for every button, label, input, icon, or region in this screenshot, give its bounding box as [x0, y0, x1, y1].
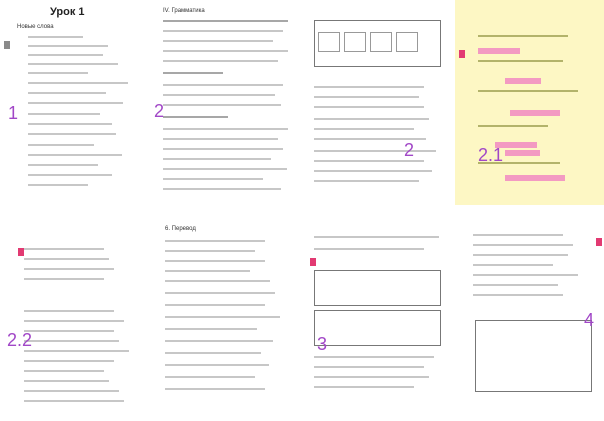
- text-line: [163, 60, 278, 62]
- text-line: [165, 240, 265, 242]
- text-line: [163, 84, 283, 86]
- text-line: [163, 116, 228, 118]
- text-line: [28, 36, 83, 38]
- text-line: [28, 133, 116, 135]
- page-number-label: 2: [404, 140, 415, 160]
- text-line: [314, 248, 424, 250]
- page-number-label: 2.1: [478, 145, 504, 165]
- text-line: [28, 123, 112, 125]
- page-1: [0, 0, 148, 205]
- highlight-line: [510, 110, 560, 116]
- page-5: [0, 210, 148, 421]
- text-line: [314, 386, 414, 388]
- tab-marker: [310, 258, 316, 266]
- text-line: [28, 72, 88, 74]
- text-line: [165, 250, 255, 252]
- flag-icon: [318, 32, 340, 52]
- tab-marker: [596, 238, 602, 246]
- page-7: [304, 210, 452, 421]
- text-line: [163, 94, 275, 96]
- text-line: [314, 128, 414, 130]
- text-line: [478, 125, 548, 127]
- text-line: [165, 260, 265, 262]
- text-line: [163, 20, 288, 22]
- text-line: [478, 35, 568, 37]
- text-line: [165, 304, 265, 306]
- highlight-line: [478, 48, 520, 54]
- text-line: [163, 158, 271, 160]
- highlight-line: [505, 175, 565, 181]
- page-3: [304, 0, 452, 205]
- lesson-title: Урок 1: [50, 6, 85, 18]
- illustration-row: [314, 310, 441, 346]
- text-line: [28, 164, 98, 166]
- text-line: [28, 154, 122, 156]
- text-line: [314, 180, 419, 182]
- illustration-row: [314, 270, 441, 306]
- text-line: [165, 364, 269, 366]
- text-line: [163, 50, 288, 52]
- text-line: [473, 274, 578, 276]
- text-line: [24, 400, 124, 402]
- flag-icon: [370, 32, 392, 52]
- text-line: [24, 340, 119, 342]
- text-line: [28, 102, 123, 104]
- text-line: [24, 248, 104, 250]
- page-number-label: 4: [584, 310, 595, 330]
- page-4: [455, 0, 604, 205]
- text-line: [165, 316, 280, 318]
- flag-icon: [344, 32, 366, 52]
- text-line: [28, 184, 88, 186]
- text-line: [165, 388, 265, 390]
- text-line: [473, 264, 553, 266]
- text-line: [28, 92, 106, 94]
- text-line: [163, 168, 287, 170]
- text-line: [478, 60, 563, 62]
- text-line: [165, 376, 255, 378]
- translation-title: 6. Перевод: [165, 226, 196, 232]
- page-number-label: 1: [8, 103, 19, 123]
- illustration-scene: [475, 320, 592, 392]
- text-line: [24, 380, 109, 382]
- text-line: [473, 284, 558, 286]
- text-line: [165, 352, 261, 354]
- text-line: [28, 63, 118, 65]
- text-line: [24, 278, 104, 280]
- page-number-label: 2: [154, 101, 165, 121]
- text-line: [314, 150, 436, 152]
- text-line: [163, 188, 281, 190]
- text-line: [24, 330, 114, 332]
- highlight-line: [505, 78, 541, 84]
- text-line: [24, 268, 114, 270]
- text-line: [24, 370, 104, 372]
- text-line: [165, 280, 270, 282]
- text-line: [165, 340, 273, 342]
- text-line: [28, 54, 103, 56]
- text-line: [163, 178, 263, 180]
- text-line: [314, 376, 429, 378]
- text-line: [24, 360, 114, 362]
- page-8: [455, 210, 604, 421]
- text-line: [24, 258, 109, 260]
- text-line: [163, 148, 283, 150]
- text-line: [28, 113, 100, 115]
- text-line: [314, 86, 424, 88]
- page-number-label: 3: [317, 334, 328, 354]
- text-line: [165, 292, 275, 294]
- text-line: [165, 328, 257, 330]
- flag-icon: [396, 32, 418, 52]
- text-line: [28, 144, 94, 146]
- text-line: [314, 118, 429, 120]
- text-line: [163, 30, 283, 32]
- text-line: [473, 244, 573, 246]
- text-line: [478, 90, 578, 92]
- text-line: [314, 366, 424, 368]
- text-line: [473, 294, 563, 296]
- text-line: [24, 320, 124, 322]
- text-line: [163, 40, 273, 42]
- text-line: [163, 72, 223, 74]
- text-line: [28, 82, 128, 84]
- page-2: [153, 0, 301, 205]
- tab-marker: [459, 50, 465, 58]
- text-line: [24, 350, 129, 352]
- page-6: [153, 210, 301, 421]
- text-line: [163, 138, 278, 140]
- tab-marker: [4, 41, 10, 49]
- text-line: [24, 390, 119, 392]
- new-words-label: Новые слова: [17, 24, 54, 30]
- text-line: [314, 236, 439, 238]
- text-line: [473, 234, 563, 236]
- highlight-line: [505, 150, 540, 156]
- text-line: [314, 356, 434, 358]
- page-number-label: 2.2: [7, 330, 33, 350]
- text-line: [163, 128, 288, 130]
- text-line: [28, 174, 112, 176]
- text-line: [24, 310, 114, 312]
- grammar-title: IV. Грамматика: [163, 8, 205, 14]
- text-line: [314, 96, 419, 98]
- text-line: [314, 170, 432, 172]
- text-line: [165, 270, 250, 272]
- text-line: [163, 104, 281, 106]
- text-line: [314, 106, 424, 108]
- text-line: [28, 45, 108, 47]
- text-line: [473, 254, 568, 256]
